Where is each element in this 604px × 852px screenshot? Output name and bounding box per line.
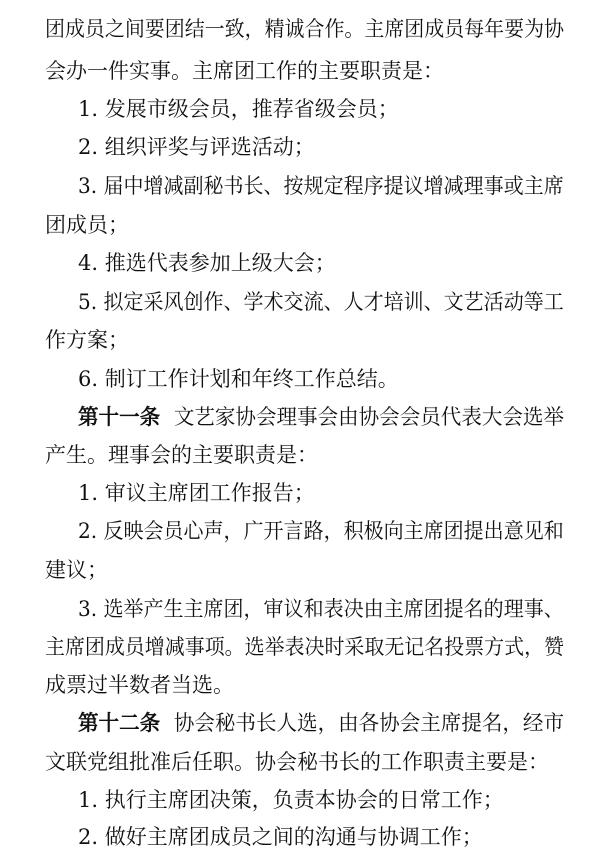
article-line <box>0 402 604 432</box>
text-line <box>0 14 604 44</box>
list-item <box>0 171 604 201</box>
list-item <box>0 287 604 317</box>
article-body: 协会秘书长人选，由各协会主席提名，经市 <box>173 711 564 735</box>
list-item <box>0 132 604 162</box>
article-line <box>0 708 604 738</box>
line-text: 主席团成员增减事项。选举表决时采取无记名投票方式，赞 <box>45 635 564 659</box>
list-item-text: 6. 制订工作计划和年终工作总结。 <box>78 367 399 391</box>
text-line <box>0 440 604 470</box>
text-line <box>0 670 604 700</box>
list-item-text: 1. 执行主席团决策，负责本协会的日常工作； <box>78 788 504 812</box>
list-item-text: 1. 审议主席团工作报告； <box>78 481 315 505</box>
text-line <box>0 210 604 240</box>
line-text: 文联党组批准后任职。协会秘书长的工作职责主要是： <box>45 750 549 774</box>
list-item <box>0 248 604 278</box>
list-item-text: 1. 发展市级会员，推荐省级会员； <box>78 97 399 121</box>
list-item-text: 3. 选举产生主席团，审议和表决由主席团提名的理事、 <box>78 597 564 621</box>
text-line <box>0 747 604 777</box>
list-item <box>0 516 604 546</box>
article-heading: 第十二条 <box>78 710 161 735</box>
list-item <box>0 594 604 624</box>
line-text: 成票过半数者当选。 <box>45 673 234 697</box>
text-line <box>0 325 604 355</box>
line-text: 团成员； <box>45 213 129 237</box>
article-body: 文艺家协会理事会由协会会员代表大会选举 <box>173 405 564 429</box>
list-item-text: 2. 做好主席团成员之间的沟通与协调工作； <box>78 825 483 849</box>
line-text: 产生。理事会的主要职责是： <box>45 443 318 467</box>
list-item-text: 3. 届中增减副秘书长、按规定程序提议增减理事或主席 <box>78 174 564 198</box>
line-text: 建议； <box>45 558 108 582</box>
text-line <box>0 56 604 86</box>
list-item <box>0 364 604 394</box>
text-line <box>0 632 604 662</box>
list-item-text: 2. 组织评奖与评选活动； <box>78 135 315 159</box>
line-text: 会办一件实事。主席团工作的主要职责是： <box>45 59 444 83</box>
article-text <box>78 708 564 738</box>
list-item <box>0 822 604 852</box>
text-line <box>0 555 604 585</box>
article-heading: 第十一条 <box>78 404 161 429</box>
list-item <box>0 785 604 815</box>
article-text <box>78 402 564 432</box>
list-item-text: 2. 反映会员心声，广开言路，积极向主席团提出意见和 <box>78 519 564 543</box>
list-item <box>0 94 604 124</box>
list-item-text: 5. 拟定采风创作、学术交流、人才培训、文艺活动等工 <box>78 290 564 314</box>
list-item-text: 4. 推选代表参加上级大会； <box>78 251 336 275</box>
line-text: 作方案； <box>45 328 129 352</box>
list-item <box>0 478 604 508</box>
line-text: 团成员之间要团结一致，精诚合作。主席团成员每年要为协 <box>45 17 564 41</box>
